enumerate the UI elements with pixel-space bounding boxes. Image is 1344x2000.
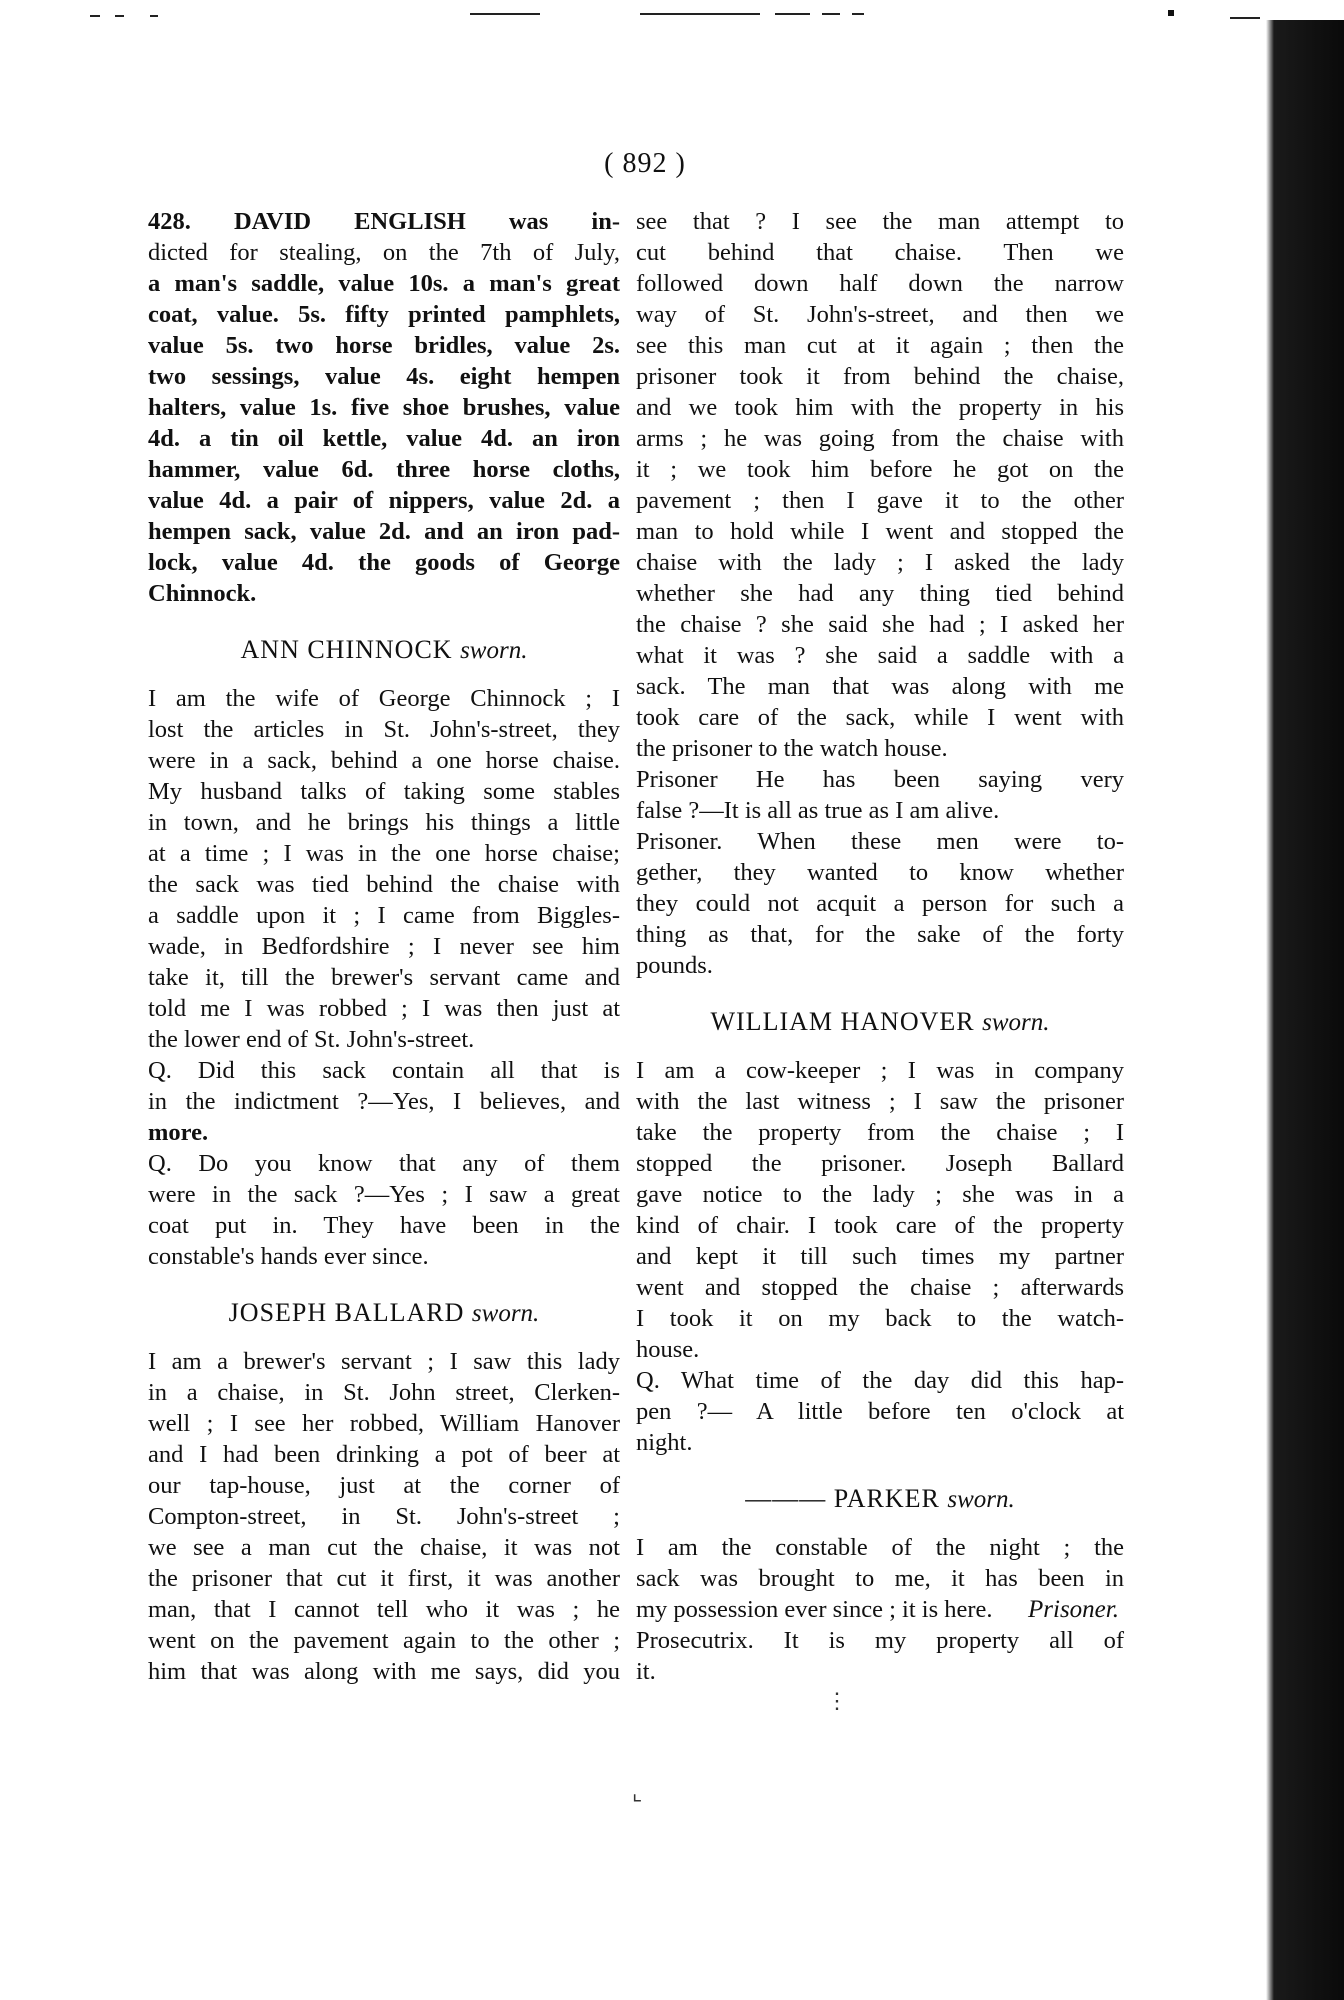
text-line: in a chaise, in St. John street, Clerken- — [148, 1379, 620, 1406]
text-line: I took it on my back to the watch- — [636, 1305, 1124, 1332]
text-line: it ; we took him before he got on the — [636, 456, 1124, 483]
text-line: 4d. a tin oil kettle, value 4d. an iron — [148, 425, 620, 452]
catchword: Prisoner. — [1028, 1596, 1119, 1623]
text-line: went on the pavement again to the other ; — [148, 1627, 620, 1654]
text-line: thing as that, for the sake of the forty — [636, 921, 1124, 948]
witness-heading-ann-chinnock — [148, 633, 620, 667]
text-line: a man's saddle, value 10s. a man's great — [148, 270, 620, 297]
text-line: I am the constable of the night ; the — [636, 1534, 1124, 1561]
text-line: with the last witness ; I saw the prisoner — [636, 1088, 1124, 1115]
text-line: value 4d. a pair of nippers, value 2d. a — [148, 487, 620, 514]
witness-heading-william-hanover — [636, 1005, 1124, 1039]
witness-name: WILLIAM HANOVER — [710, 1007, 975, 1036]
text-line: him that was along with me says, did you — [148, 1658, 620, 1685]
text-line: Compton-street, in St. John's-street ; — [148, 1503, 620, 1530]
text-line: man, that I cannot tell who it was ; he — [148, 1596, 620, 1623]
witness-name: JOSEPH BALLARD — [228, 1298, 465, 1327]
text-line: sack was brought to me, it has been in — [636, 1565, 1124, 1592]
text-line: wade, in Bedfordshire ; I never see him — [148, 933, 620, 960]
text-line: it. — [636, 1658, 656, 1685]
text-line: dicted for stealing, on the 7th of July, — [148, 239, 620, 266]
text-line: cut behind that chaise. Then we — [636, 239, 1124, 266]
text-line: the sack was tied behind the chaise with — [148, 871, 620, 898]
scan-speck: ⌞ — [632, 1780, 643, 1805]
text-line: and I had been drinking a pot of beer at — [148, 1441, 620, 1468]
witness-heading-joseph-ballard — [148, 1296, 620, 1330]
text-line: Prosecutrix. It is my property all of — [636, 1627, 1124, 1654]
text-line: I am a brewer's servant ; I saw this lady — [148, 1348, 620, 1375]
heading-dash: ——— — [745, 1484, 827, 1513]
text-line: pounds. — [636, 952, 713, 979]
text-line: well ; I see her robbed, William Hanover — [148, 1410, 620, 1437]
text-line: at a time ; I was in the one horse chaise; — [148, 840, 620, 867]
right-column — [636, 206, 1124, 1687]
page-number: ( 892 ) — [604, 148, 686, 179]
text-line: went and stopped the chaise ; afterwards — [636, 1274, 1124, 1301]
text-line: 428. DAVID ENGLISH was in- — [148, 208, 620, 235]
text-line: whether she had any thing tied behind — [636, 580, 1124, 607]
text-line: I am a cow-keeper ; I was in company — [636, 1057, 1124, 1084]
text-line: halters, value 1s. five shoe brushes, value — [148, 394, 620, 421]
witness-name: ANN CHINNOCK — [240, 635, 453, 664]
witness-heading-parker — [636, 1482, 1124, 1516]
sworn-label: sworn. — [460, 637, 528, 664]
text-line: value 5s. two horse bridles, value 2s. — [148, 332, 620, 359]
text-line: take the property from the chaise ; I — [636, 1119, 1124, 1146]
text-line: Q. Did this sack contain all that is — [148, 1057, 620, 1084]
text-line: Q. What time of the day did this hap- — [636, 1367, 1124, 1394]
text-line: coat, value. 5s. fifty printed pamphlets, — [148, 301, 620, 328]
text-line: and we took him with the property in his — [636, 394, 1124, 421]
text-line: hempen sack, value 2d. and an iron pad- — [148, 518, 620, 545]
text-line: they could not acquit a person for such a — [636, 890, 1124, 917]
left-column — [148, 206, 620, 1687]
text-line: were in a sack, behind a one horse chaise. — [148, 747, 620, 774]
text-line: Q. Do you know that any of them — [148, 1150, 620, 1177]
text-line: our tap-house, just at the corner of — [148, 1472, 620, 1499]
text-line: what it was ? she said a saddle with a — [636, 642, 1124, 669]
text-line: gave notice to the lady ; she was in a — [636, 1181, 1124, 1208]
testimony-ann-chinnock — [148, 683, 620, 1272]
text-line: lost the articles in St. John's-street, they — [148, 716, 620, 743]
text-line: see this man cut at it again ; then the — [636, 332, 1124, 359]
text-line: man to hold while I went and stopped the — [636, 518, 1124, 545]
text-line: house. — [636, 1336, 700, 1363]
text-line: we see a man cut the chaise, it was not — [148, 1534, 620, 1561]
text-line: a saddle upon it ; I came from Biggles- — [148, 902, 620, 929]
text-line: the prisoner that cut it first, it was another — [148, 1565, 620, 1592]
text-line: sack. The man that was along with me — [636, 673, 1124, 700]
testimony-joseph-ballard — [148, 1346, 620, 1687]
text-line: and kept it till such times my partner — [636, 1243, 1124, 1270]
text-line: told me I was robbed ; I was then just at — [148, 995, 620, 1022]
scan-edge-marks — [0, 0, 1344, 40]
testimony-joseph-ballard-continued — [636, 206, 1124, 981]
text-line: my possession ever since ; it is here. — [636, 1596, 993, 1623]
text-line: lock, value 4d. the goods of George — [148, 549, 620, 576]
text-line: Prisoner. When these men were to- — [636, 828, 1124, 855]
testimony-william-hanover — [636, 1055, 1124, 1458]
indictment-paragraph — [148, 206, 620, 609]
text-line: night. — [636, 1429, 693, 1456]
witness-name: PARKER — [833, 1484, 940, 1513]
text-line: prisoner took it from behind the chaise, — [636, 363, 1124, 390]
text-line: took care of the sack, while I went with — [636, 704, 1124, 731]
text-line: were in the sack ?—Yes ; I saw a great — [148, 1181, 620, 1208]
book-binding-shadow — [1260, 20, 1344, 2000]
text-line: more. — [148, 1119, 209, 1146]
scan-speck: ⋮ — [826, 1688, 848, 1713]
text-line: take it, till the brewer's servant came and — [148, 964, 620, 991]
text-line: chaise with the lady ; I asked the lady — [636, 549, 1124, 576]
sworn-label: sworn. — [982, 1009, 1050, 1036]
text-line: false ?—It is all as true as I am alive. — [636, 797, 1000, 824]
text-line: the prisoner to the watch house. — [636, 735, 948, 762]
sworn-label: sworn. — [947, 1486, 1015, 1513]
text-line: hammer, value 6d. three horse cloths, — [148, 456, 620, 483]
text-line: arms ; he was going from the chaise with — [636, 425, 1124, 452]
text-line: I am the wife of George Chinnock ; I — [148, 685, 620, 712]
text-line: in town, and he brings his things a little — [148, 809, 620, 836]
text-line: Chinnock. — [148, 580, 257, 607]
text-line: pavement ; then I gave it to the other — [636, 487, 1124, 514]
text-line: way of St. John's-street, and then we — [636, 301, 1124, 328]
text-line: gether, they wanted to know whether — [636, 859, 1124, 886]
text-line: Prisoner He has been saying very — [636, 766, 1124, 793]
text-line: the chaise ? she said she had ; I asked her — [636, 611, 1124, 638]
text-line: in the indictment ?—Yes, I believes, and — [148, 1088, 620, 1115]
text-line: My husband talks of taking some stables — [148, 778, 620, 805]
text-line: kind of chair. I took care of the property — [636, 1212, 1124, 1239]
text-line: see that ? I see the man attempt to — [636, 208, 1124, 235]
text-line: followed down half down the narrow — [636, 270, 1124, 297]
text-line: constable's hands ever since. — [148, 1243, 429, 1270]
text-line: coat put in. They have been in the — [148, 1212, 620, 1239]
text-line: stopped the prisoner. Joseph Ballard — [636, 1150, 1124, 1177]
text-line: two sessings, value 4s. eight hempen — [148, 363, 620, 390]
text-line: the lower end of St. John's-street. — [148, 1026, 475, 1053]
sworn-label: sworn. — [471, 1300, 540, 1327]
text-line: pen ?— A little before ten o'clock at — [636, 1398, 1124, 1425]
